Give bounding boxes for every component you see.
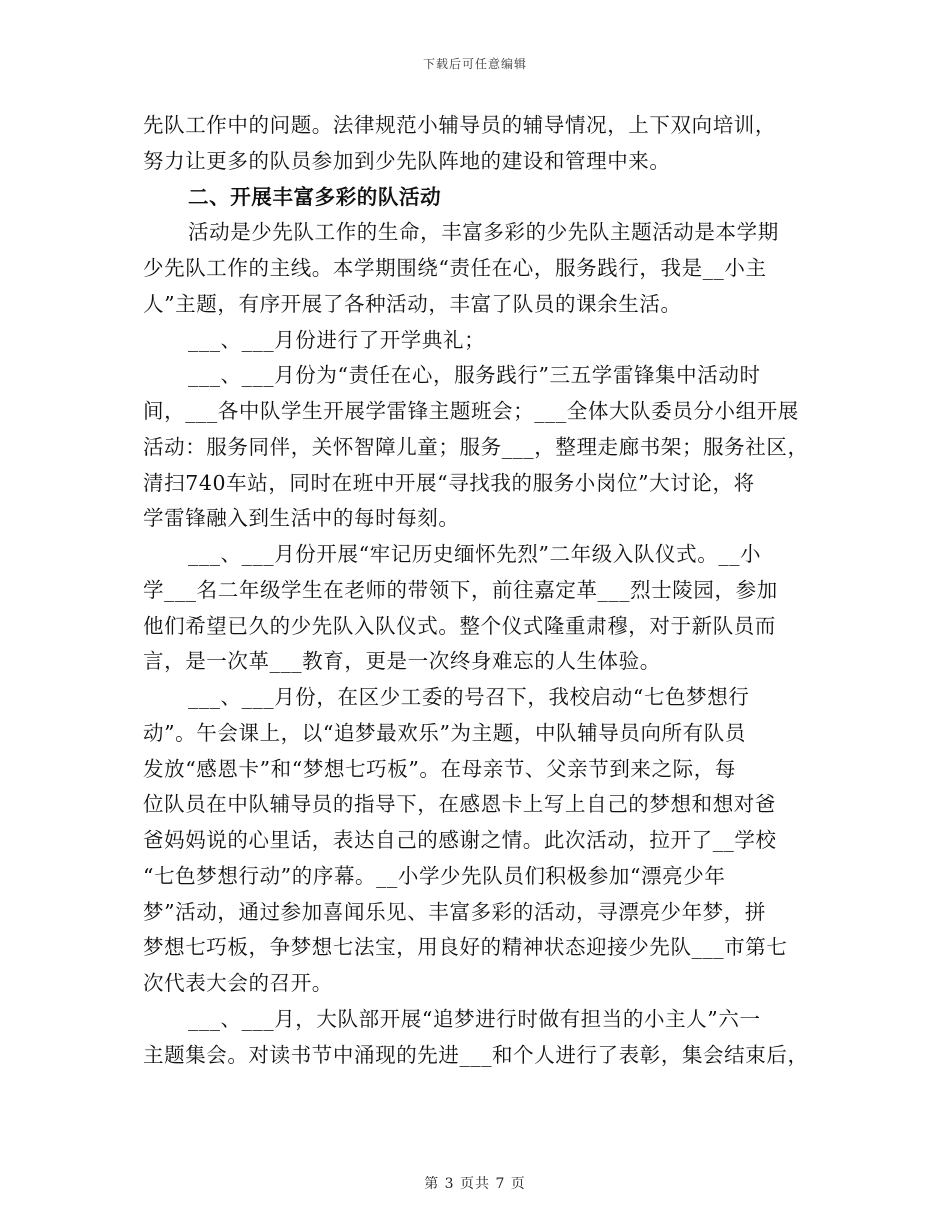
- body-line: 言，是一次革___教育，更是一次终身难忘的人生体验。: [143, 649, 661, 674]
- body-line: ___、___月份进行了开学典礼；: [188, 327, 486, 352]
- body-line: “七色梦想行动”的序幕。__小学少先队员们积极参加“漂亮少年: [143, 863, 726, 888]
- page-header: 下载后可任意编辑: [422, 57, 527, 71]
- body-line: ___、___月份开展“牢记历史缅怀先烈”二年级入队仪式。__小: [188, 542, 762, 566]
- body-line: 梦想七巧板，争梦想七法宝，用良好的精神状态迎接少先队___市第七: [143, 935, 788, 960]
- body-line: 间，___各中队学生开展学雷锋主题班会；___全体大队委员分小组开展: [143, 399, 799, 423]
- page-footer: 第 3 页共 7 页: [424, 1176, 526, 1192]
- body-line: 次代表大会的召开。: [143, 971, 333, 995]
- body-line: ___、___月，大队部开展“追梦进行时做有担当的小主人”六一: [188, 1006, 761, 1031]
- body-line: 清扫740车站，同时在班中开展“寻找我的服务小岗位”大讨论，将: [143, 470, 755, 495]
- body-line: 努力让更多的队员参加到少先队阵地的建设和管理中来。: [143, 148, 671, 173]
- body-line: 发放“感恩卡”和“梦想七巧板”。在母亲节、父亲节到来之际，每: [143, 756, 736, 781]
- body-line: 少先队工作的主线。本学期围绕“责任在心，服务践行，我是__小主: [143, 256, 767, 280]
- body-line: 人”主题，有序开展了各种活动，丰富了队员的课余生活。: [143, 291, 682, 316]
- body-line: 位队员在中队辅导员的指导下，在感恩卡上写上自己的梦想和想对爸: [143, 792, 776, 817]
- body-line: 梦”活动，通过参加喜闻乐见、丰富多彩的活动，寻漂亮少年梦，拼: [143, 899, 766, 924]
- body-line: 学___名二年级学生在老师的带领下，前往嘉定革___烈士陵园，参加: [143, 577, 778, 602]
- document-body: [143, 108, 823, 1073]
- body-line: ___、___月份，在区少工委的号召下，我校启动“七色梦想行: [188, 685, 750, 709]
- body-line: 学雷锋融入到生活中的每时每刻。: [143, 506, 460, 531]
- body-line: ___、___月份为“责任在心，服务践行”三五学雷锋集中活动时: [188, 363, 761, 388]
- body-line: 爸妈妈说的心里话，表达自己的感谢之情。此次活动，拉开了__学校: [143, 828, 777, 852]
- body-line: 主题集会。对读书节中涌现的先进___和个人进行了表彰，集会结束后，: [143, 1042, 809, 1067]
- body-line: 活动：服务同伴，关怀智障儿童；服务___，整理走廊书架；服务社区，: [143, 434, 809, 459]
- body-line: 先队工作中的问题。法律规范小辅导员的辅导情况，上下双向培训，: [143, 113, 776, 137]
- body-line: 动”。午会课上，以“追梦最欢乐”为主题，中队辅导员向所有队员: [143, 720, 746, 745]
- section-heading: 二、开展丰富多彩的队活动: [188, 184, 442, 209]
- body-line: 活动是少先队工作的生命，丰富多彩的少先队主题活动是本学期: [188, 220, 779, 245]
- body-line: 他们希望已久的少先队入队仪式。整个仪式隆重肃穆，对于新队员而: [143, 613, 776, 638]
